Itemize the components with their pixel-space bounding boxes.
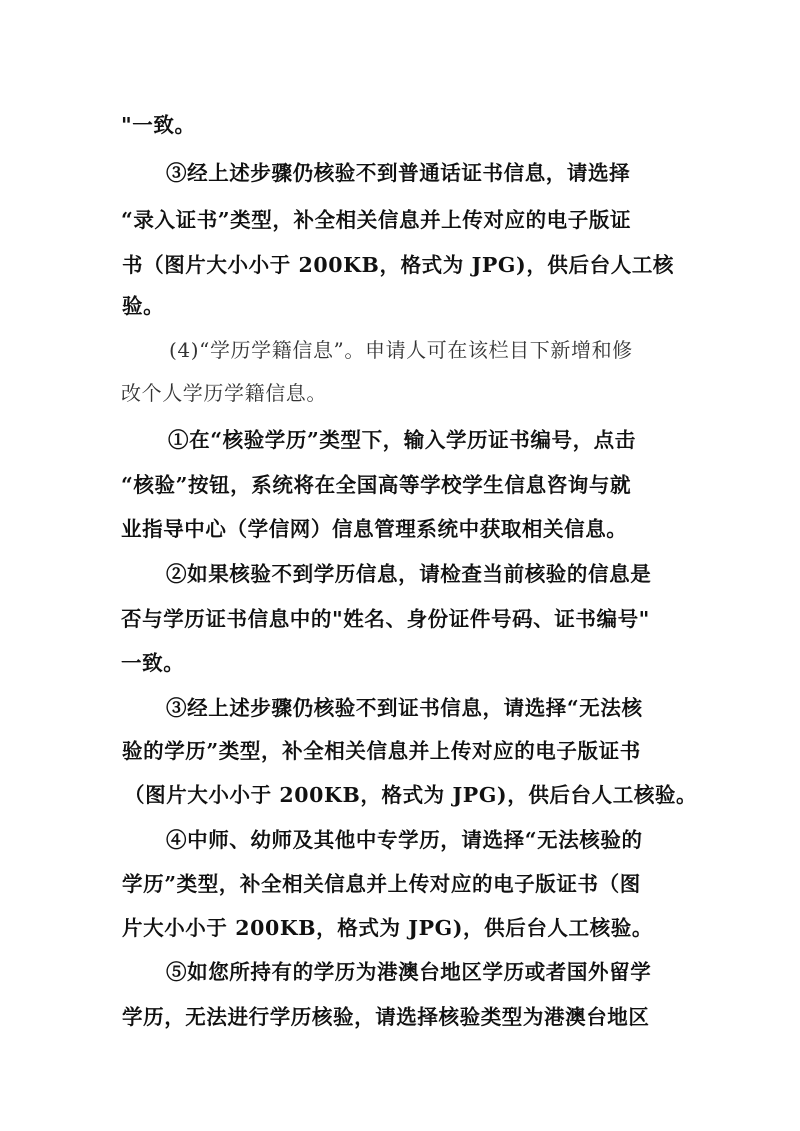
section-heading-line: (4)“学历学籍信息”。申请人可在该栏目下新增和修 bbox=[169, 338, 633, 362]
text-line: 验的学历”类型，补全相关信息并上传对应的电子版证书 bbox=[122, 739, 641, 763]
text-line: 学历，无法进行学历核验，请选择核验类型为港澳台地区 bbox=[122, 1005, 650, 1029]
text-line: （图片大小小于 200KB，格式为 JPG)，供后台人工核验。 bbox=[124, 783, 698, 807]
text-line: 改个人学历学籍信息。 bbox=[121, 381, 327, 405]
text-line: 验。 bbox=[122, 294, 165, 318]
text-line: ④中师、幼师及其他中专学历，请选择“无法核验的 bbox=[166, 828, 643, 852]
text-line: 学历”类型，补全相关信息并上传对应的电子版证书（图 bbox=[122, 872, 641, 896]
text-line: ③经上述步骤仍核验不到普通话证书信息，请选择 bbox=[166, 161, 631, 185]
text-line: 否与学历证书信息中的"姓名、身份证件号码、证书编号" bbox=[121, 607, 650, 631]
text-line: 片大小小于 200KB，格式为 JPG)，供后台人工核验。 bbox=[122, 916, 653, 940]
text-line: ①在“核验学历”类型下，输入学历证书编号，点击 bbox=[168, 428, 636, 452]
text-line: 书（图片大小小于 200KB，格式为 JPG)，供后台人工核 bbox=[122, 253, 675, 277]
text-line: ③经上述步骤仍核验不到证书信息，请选择“无法核 bbox=[166, 696, 643, 720]
text-line: "一致。 bbox=[121, 113, 196, 137]
text-line: “核验”按钮，系统将在全国高等学校学生信息咨询与就 bbox=[121, 473, 632, 497]
text-line: ②如果核验不到学历信息，请检查当前核验的信息是 bbox=[166, 562, 652, 586]
text-line: ⑤如您所持有的学历为港澳台地区学历或者国外留学 bbox=[166, 960, 652, 984]
text-line: “录入证书”类型，补全相关信息并上传对应的电子版证 bbox=[121, 208, 632, 232]
text-line: 业指导中心（学信网）信息管理系统中获取相关信息。 bbox=[121, 517, 628, 541]
text-line: 一致。 bbox=[121, 651, 185, 675]
